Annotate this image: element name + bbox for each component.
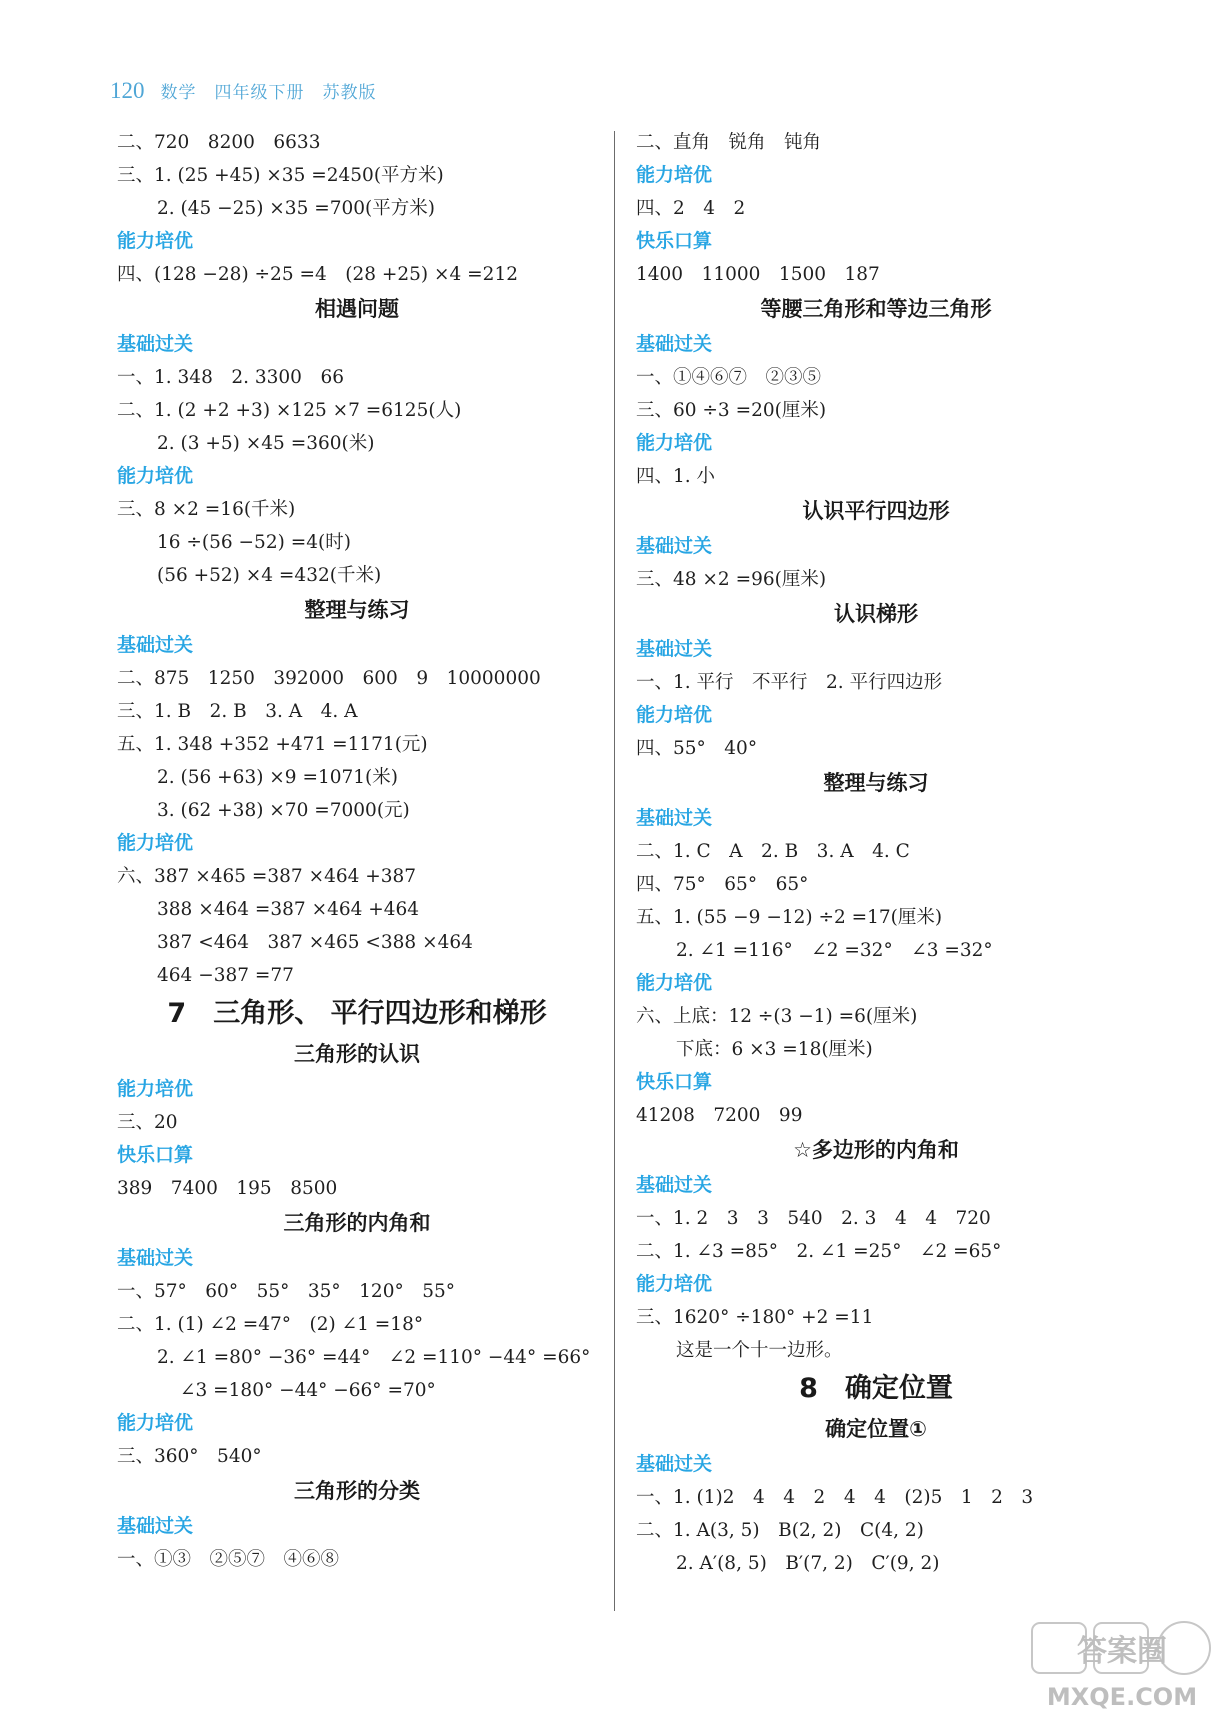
section-title: 相遇问题 [315, 297, 399, 321]
answer-line: 一、①③ ②⑤⑦ ④⑥⑧ [117, 1549, 340, 1570]
answer-line: 3. (62 +38) ×70 =7000(元) [157, 800, 410, 821]
section-title: 确定位置① [825, 1417, 927, 1441]
answer-line: 六、上底：12 ÷(3 −1) =6(厘米) [636, 1006, 918, 1027]
answer-line: 1400 11000 1500 187 [636, 264, 880, 285]
answer-line: 四、2 4 2 [636, 198, 746, 219]
section-label: 基础过关 [117, 333, 194, 355]
chapter-heading: 7 三角形、 平行四边形和梯形 [167, 998, 547, 1029]
answer-line: 二、1. C A 2. B 3. A 4. C [636, 841, 910, 862]
page-header [110, 78, 377, 108]
section-title: ☆多边形的内角和 [793, 1138, 959, 1162]
answer-line: 二、720 8200 6633 [117, 132, 321, 153]
section-title: 整理与练习 [304, 598, 410, 622]
answer-line: 二、875 1250 392000 600 9 10000000 [117, 668, 541, 689]
left-column [117, 126, 597, 1576]
answer-line: 388 ×464 =387 ×464 +464 [157, 899, 420, 920]
answer-line: 一、57° 60° 55° 35° 120° 55° [117, 1281, 456, 1302]
answer-line: 二、直角 锐角 钝角 [636, 132, 822, 153]
column-divider [614, 131, 615, 1611]
answer-line: 389 7400 195 8500 [117, 1178, 338, 1199]
answer-line: 二、1. A(3, 5) B(2, 2) C(4, 2) [636, 1520, 924, 1541]
section-label: 能力培优 [636, 164, 713, 186]
section-label: 基础过关 [117, 634, 194, 656]
answer-line: 五、1. 348 +352 +471 =1171(元) [117, 734, 428, 755]
answer-line: 2. A′(8, 5) B′(7, 2) C′(9, 2) [676, 1553, 940, 1574]
section-label: 基础过关 [636, 1453, 713, 1475]
answer-line: 三、360° 540° [117, 1446, 262, 1467]
answer-line: 一、1. 2 3 3 540 2. 3 4 4 720 [636, 1208, 991, 1229]
answer-line: 五、1. (55 −9 −12) ÷2 =17(厘米) [636, 907, 943, 928]
section-label: 基础过关 [636, 807, 713, 829]
section-label: 能力培优 [117, 1412, 194, 1434]
section-label: 能力培优 [636, 704, 713, 726]
answer-line: 387 <464 387 ×465 <388 ×464 [157, 932, 473, 953]
answer-line: 2. ∠1 =116° ∠2 =32° ∠3 =32° [676, 940, 993, 961]
answer-line: 四、55° 40° [636, 738, 758, 759]
answer-line: 下底：6 ×3 =18(厘米) [676, 1039, 873, 1060]
section-title: 认识梯形 [834, 602, 918, 626]
answer-line: 二、1. (1) ∠2 =47° (2) ∠1 =18° [117, 1314, 424, 1335]
answer-line: 一、1. (1)2 4 4 2 4 4 (2)5 1 2 3 [636, 1487, 1034, 1508]
answer-line: 二、1. ∠3 =85° 2. ∠1 =25° ∠2 =65° [636, 1241, 1002, 1262]
right-column [636, 126, 1116, 1580]
answer-line: 三、60 ÷3 =20(厘米) [636, 400, 827, 421]
answer-line: 四、(128 −28) ÷25 =4 (28 +25) ×4 =212 [117, 264, 518, 285]
section-label: 基础过关 [636, 1174, 713, 1196]
answer-line: 一、1. 348 2. 3300 66 [117, 367, 344, 388]
answer-line: 2. ∠1 =80° −36° =44° ∠2 =110° −44° =66° [157, 1347, 591, 1368]
section-label: 能力培优 [117, 832, 194, 854]
answer-line: (56 +52) ×4 =432(千米) [157, 565, 382, 586]
watermark-en-text: MXQE.COM [1046, 1683, 1198, 1711]
answer-line: 一、1. 平行 不平行 2. 平行四边形 [636, 672, 943, 693]
section-label: 基础过关 [636, 638, 713, 660]
section-label: 快乐口算 [636, 1071, 713, 1093]
answer-line: 三、1. (25 +45) ×35 =2450(平方米) [117, 165, 444, 186]
book-info: 数学 四年级下册 苏教版 [160, 83, 377, 103]
section-title: 三角形的内角和 [283, 1211, 431, 1235]
section-label: 能力培优 [117, 465, 194, 487]
answer-line: 四、1. 小 [636, 466, 716, 487]
answer-line: 三、8 ×2 =16(千米) [117, 499, 296, 520]
section-label: 快乐口算 [636, 230, 713, 252]
watermark-logo [1022, 1617, 1222, 1717]
section-title: 整理与练习 [823, 771, 929, 795]
section-label: 基础过关 [636, 333, 713, 355]
section-label: 能力培优 [117, 1078, 194, 1100]
answer-line: 这是一个十一边形。 [676, 1340, 843, 1361]
answer-line: 三、20 [117, 1112, 178, 1133]
answer-line: 一、①④⑥⑦ ②③⑤ [636, 367, 822, 388]
answer-line: 2. (3 +5) ×45 =360(米) [157, 433, 375, 454]
section-label: 快乐口算 [117, 1144, 194, 1166]
page-number: 120 [110, 78, 145, 103]
answer-line: 二、1. (2 +2 +3) ×125 ×7 =6125(人) [117, 400, 462, 421]
answer-line: ∠3 =180° −44° −66° =70° [180, 1380, 436, 1401]
section-title: 三角形的分类 [294, 1479, 420, 1503]
answer-line: 三、1. B 2. B 3. A 4. A [117, 701, 358, 722]
answer-line: 三、1620° ÷180° +2 =11 [636, 1307, 874, 1328]
answer-line: 41208 7200 99 [636, 1105, 803, 1126]
answer-line: 四、75° 65° 65° [636, 874, 809, 895]
section-label: 能力培优 [636, 432, 713, 454]
answer-line: 三、48 ×2 =96(厘米) [636, 569, 827, 590]
section-label: 能力培优 [636, 1273, 713, 1295]
section-label: 基础过关 [636, 535, 713, 557]
section-title: 认识平行四边形 [802, 499, 950, 523]
section-label: 能力培优 [117, 230, 194, 252]
answer-line: 16 ÷(56 −52) =4(时) [157, 532, 351, 553]
section-label: 基础过关 [117, 1247, 194, 1269]
section-label: 能力培优 [636, 972, 713, 994]
answer-line: 464 −387 =77 [157, 965, 294, 986]
section-title: 三角形的认识 [294, 1042, 420, 1066]
answer-line: 2. (56 +63) ×9 =1071(米) [157, 767, 398, 788]
chapter-heading: 8 确定位置 [799, 1373, 953, 1404]
section-title: 等腰三角形和等边三角形 [760, 297, 992, 321]
watermark-cn-text: 答案圈 [1077, 1634, 1167, 1669]
section-label: 基础过关 [117, 1515, 194, 1537]
answer-line: 2. (45 −25) ×35 =700(平方米) [157, 198, 435, 219]
answer-line: 六、387 ×465 =387 ×464 +387 [117, 866, 417, 887]
